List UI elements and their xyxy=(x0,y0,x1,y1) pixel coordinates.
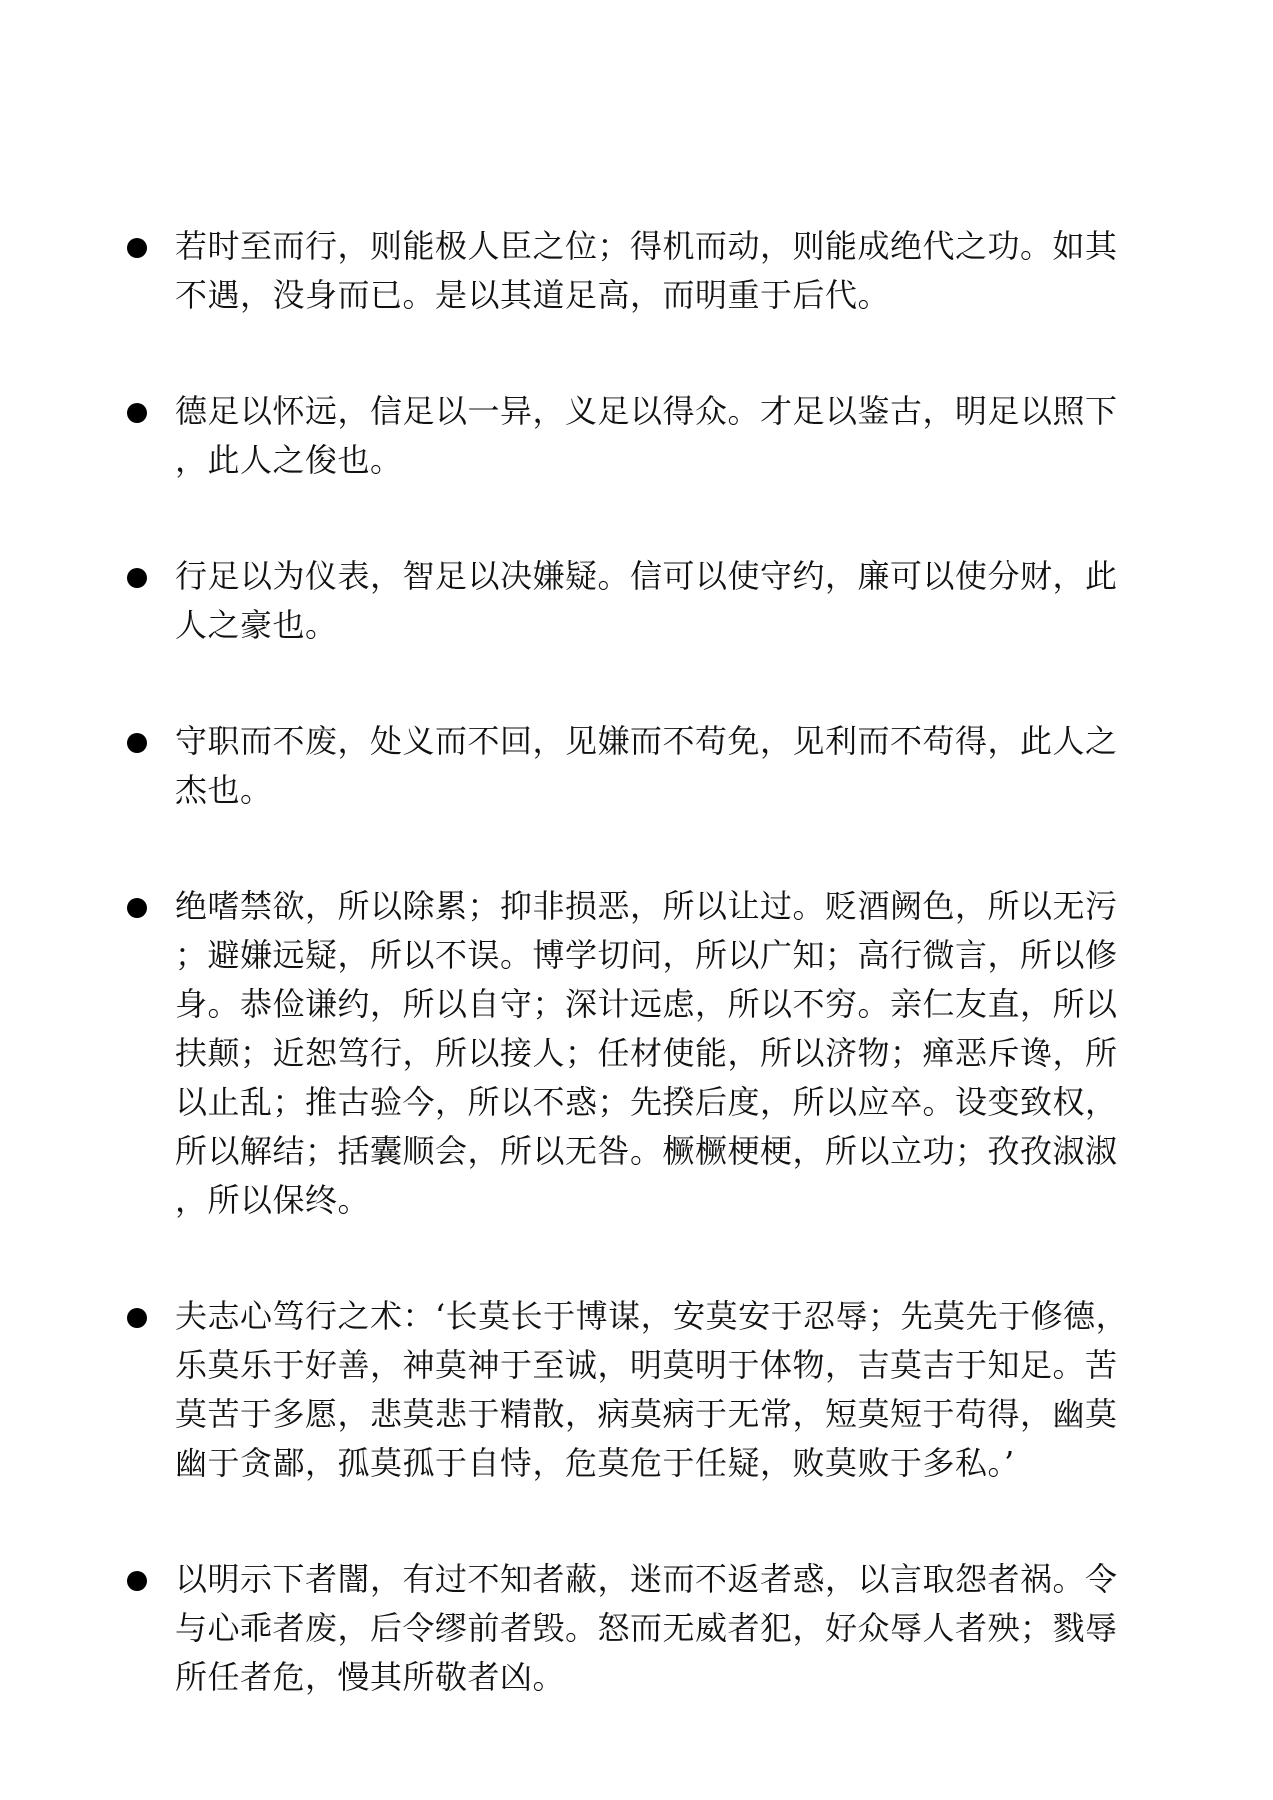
list-item-text: 德足以怀远，信足以一异，义足以得众。才足以鉴古，明足以照下 ，此人之俊也。 xyxy=(175,392,1118,479)
list-item-text: 守职而不废，处义而不回，见嫌而不苟免，见利而不苟得，此人之 杰也。 xyxy=(175,722,1118,809)
list-item xyxy=(127,882,1177,1225)
list-item xyxy=(127,717,1177,815)
bullet-icon xyxy=(127,238,147,258)
bullet-icon xyxy=(127,733,147,753)
list-item xyxy=(127,1292,1177,1488)
list-item xyxy=(127,222,1177,320)
list-item-text: 以明示下者闇，有过不知者蔽，迷而不返者惑，以言取怨者祸。令 与心乖者废，后令缪前者毁。怒而无威者犯，好众辱人者殃；戮辱 所任者危，慢其所敬者凶。 xyxy=(175,1560,1118,1696)
list-item-text: 行足以为仪表，智足以决嫌疑。信可以使守约，廉可以使分财，此 人之豪也。 xyxy=(175,557,1118,644)
bullet-icon xyxy=(127,403,147,423)
bullet-icon xyxy=(127,898,147,918)
bullet-list xyxy=(127,222,1177,1769)
list-item-text: 若时至而行，则能极人臣之位；得机而动，则能成绝代之功。如其 不遇，没身而已。是以其道足高，而明重于后代。 xyxy=(175,227,1118,314)
list-item-text: 夫志心笃行之术：‘长莫长于博谋，安莫安于忍辱；先莫先于修德， 乐莫乐于好善，神莫神于至诚，明莫明于体物，吉莫吉于知足。苦 莫苦于多愿，悲莫悲于精散，病莫病于无常，短莫短于苟得，幽莫 幽于贪鄙，孤莫孤于自恃，危莫危于任疑，败莫败于多私。’ xyxy=(175,1297,1129,1482)
bullet-icon xyxy=(127,1308,147,1328)
list-item xyxy=(127,1555,1177,1702)
bullet-icon xyxy=(127,568,147,588)
bullet-icon xyxy=(127,1571,147,1591)
list-item xyxy=(127,387,1177,485)
list-item-text: 绝嗜禁欲，所以除累；抑非损恶，所以让过。贬酒阙色，所以无污 ；避嫌远疑，所以不误。博学切问，所以广知；高行微言，所以修 身。恭俭谦约，所以自守；深计远虑，所以不穷。亲仁友直，所以 扶颠；近恕笃行，所以接人；任材使能，所以济物；瘅恶斥谗，所 以止乱；推古验今，所以不惑；先揆后度，所以应卒。设变致权， 所以解结；括囊顺会，所以无咎。橛橛梗梗，所以立功；孜孜淑淑 ，所以保终。 xyxy=(175,887,1118,1219)
list-item xyxy=(127,552,1177,650)
